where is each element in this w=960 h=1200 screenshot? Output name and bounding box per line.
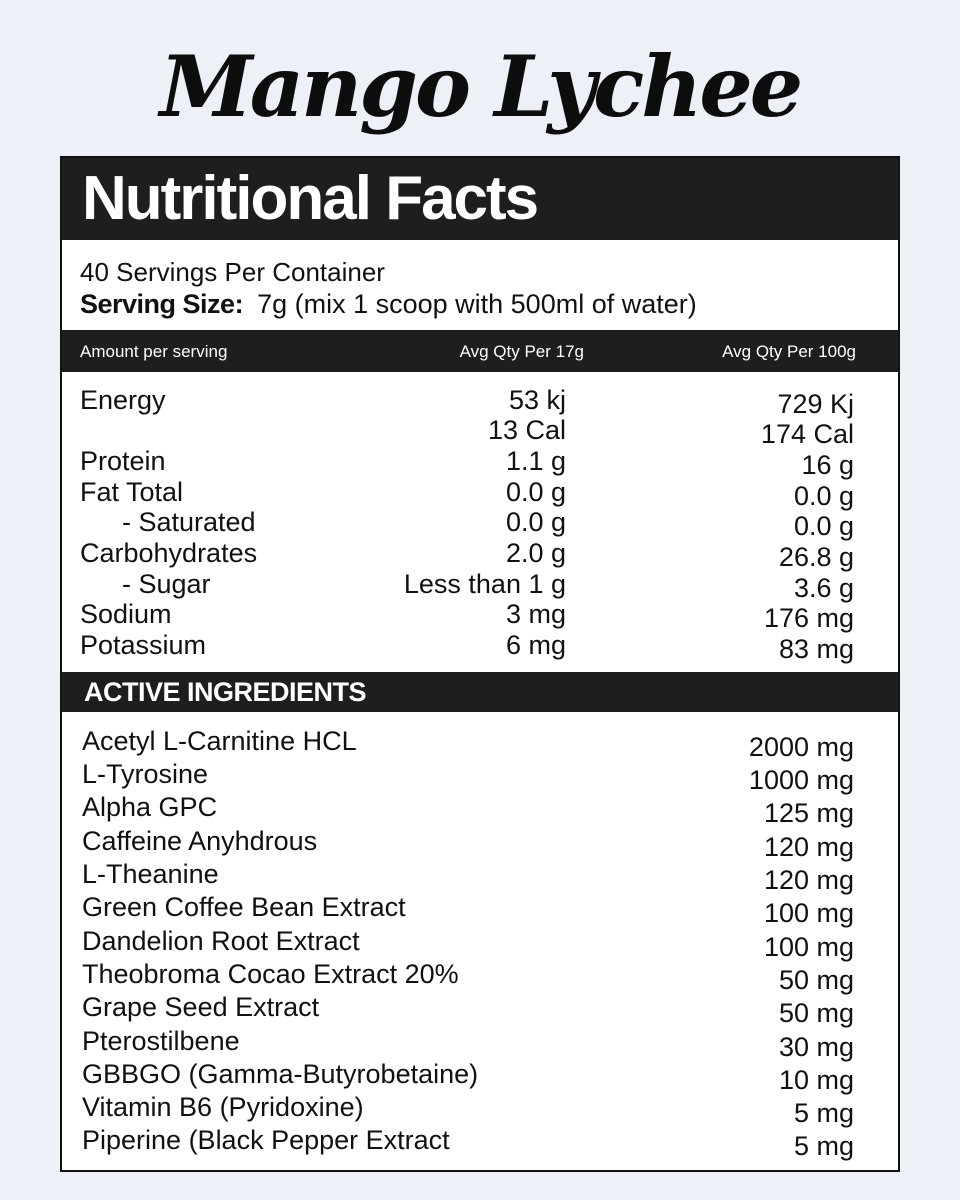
nutrient-row: [62, 568, 898, 603]
nutrient-name: - Sugar: [122, 569, 211, 599]
nutrient-per-serving: 0.0 g: [505, 507, 566, 537]
ingredient-amount: 50 mg: [778, 965, 854, 995]
ingredient-name: GBBGO (Gamma-Butyrobetaine): [82, 1059, 479, 1089]
serving-size-label: Serving Size:: [80, 289, 244, 319]
nutrient-per-100g: 26.8 g: [778, 542, 854, 572]
nutrient-per-100g: 16 g: [801, 450, 854, 480]
nutrient-per-100g: 176 mg: [763, 603, 854, 633]
ingredient-row: [62, 894, 898, 928]
column-header-per-serving: Avg Qty Per 17g: [459, 342, 584, 361]
nutrient-row: [62, 384, 898, 419]
ingredient-name: L-Theanine: [82, 859, 219, 889]
ingredient-name: Green Coffee Bean Extract: [82, 892, 406, 922]
ingredient-name: Vitamin B6 (Pyridoxine): [82, 1092, 364, 1122]
nutrient-row: [62, 445, 898, 480]
nutrient-per-serving: 13 Cal: [487, 415, 566, 445]
ingredient-name: Piperine (Black Pepper Extract: [82, 1125, 450, 1155]
ingredient-name: Caffeine Anyhdrous: [82, 826, 318, 856]
panel-title: Nutritional Facts: [82, 164, 538, 233]
ingredient-amount: 5 mg: [793, 1098, 854, 1128]
nutrient-per-100g: 0.0 g: [793, 511, 854, 541]
ingredient-amount: 120 mg: [763, 865, 854, 895]
nutrient-name: Carbohydrates: [80, 538, 258, 568]
ingredient-amount: 10 mg: [778, 1065, 854, 1095]
nutrient-row: [62, 414, 898, 449]
nutrient-per-100g: 174 Cal: [760, 419, 854, 449]
column-header-amount: Amount per serving: [80, 342, 228, 361]
ingredient-name: L-Tyrosine: [82, 759, 209, 789]
nutrient-row: [62, 476, 898, 511]
serving-size-value: 7g (mix 1 scoop with 500ml of water): [257, 289, 697, 319]
serving-size: [80, 286, 697, 322]
nutrient-name: Energy: [80, 385, 166, 415]
ingredient-name: Theobroma Cocao Extract 20%: [82, 959, 459, 989]
ingredient-name: Grape Seed Extract: [82, 992, 320, 1022]
column-header-bar: [62, 330, 898, 372]
nutrient-name: Sodium: [80, 599, 172, 629]
active-ingredients-title: ACTIVE INGREDIENTS: [84, 677, 367, 707]
nutrient-name: Protein: [80, 446, 166, 476]
active-ingredients-header: [62, 672, 898, 712]
ingredient-name: Pterostilbene: [82, 1026, 240, 1056]
ingredient-amount: 30 mg: [778, 1032, 854, 1062]
ingredient-amount: 100 mg: [763, 932, 854, 962]
flavor-title: Mango Lychee: [159, 37, 801, 136]
nutrient-name: - Saturated: [122, 507, 256, 537]
nutrient-per-serving: 0.0 g: [505, 477, 566, 507]
ingredient-amount: 5 mg: [793, 1131, 854, 1161]
nutrient-per-100g: 83 mg: [778, 634, 854, 664]
ingredient-name: Acetyl L-Carnitine HCL: [82, 726, 357, 756]
nutrient-row: [62, 537, 898, 572]
nutrient-per-100g: 0.0 g: [793, 481, 854, 511]
ingredient-amount: 120 mg: [763, 832, 854, 862]
nutrient-per-100g: 3.6 g: [793, 573, 854, 603]
nutrient-per-serving: Less than 1 g: [403, 569, 566, 599]
nutrient-per-serving: 6 mg: [505, 630, 566, 660]
nutrient-row: [62, 598, 898, 633]
ingredient-name: Dandelion Root Extract: [82, 926, 360, 956]
nutrient-per-serving: 53 kj: [508, 385, 566, 415]
nutrient-row: [62, 629, 898, 664]
ingredient-name: Alpha GPC: [82, 792, 218, 822]
ingredient-row: [62, 794, 898, 828]
ingredient-row: [62, 1127, 898, 1161]
ingredient-amount: 125 mg: [763, 798, 854, 828]
nutrient-row: [62, 506, 898, 541]
nutrient-per-100g: 729 Kj: [777, 389, 854, 419]
ingredient-row: [62, 994, 898, 1028]
ingredient-amount: 50 mg: [778, 998, 854, 1028]
ingredient-amount: 2000 mg: [748, 732, 854, 762]
ingredient-amount: 1000 mg: [748, 765, 854, 795]
column-header-per-100g: Avg Qty Per 100g: [722, 342, 856, 361]
nutrient-per-serving: 1.1 g: [505, 446, 566, 476]
nutrient-per-serving: 2.0 g: [505, 538, 566, 568]
nutrient-per-serving: 3 mg: [505, 599, 566, 629]
nutrition-panel: [60, 156, 900, 1172]
panel-header: [62, 158, 898, 240]
nutrient-name: Fat Total: [80, 477, 184, 507]
servings-per-container: 40 Servings Per Container: [80, 257, 385, 287]
nutrient-name: Potassium: [80, 630, 207, 660]
ingredient-amount: 100 mg: [763, 898, 854, 928]
